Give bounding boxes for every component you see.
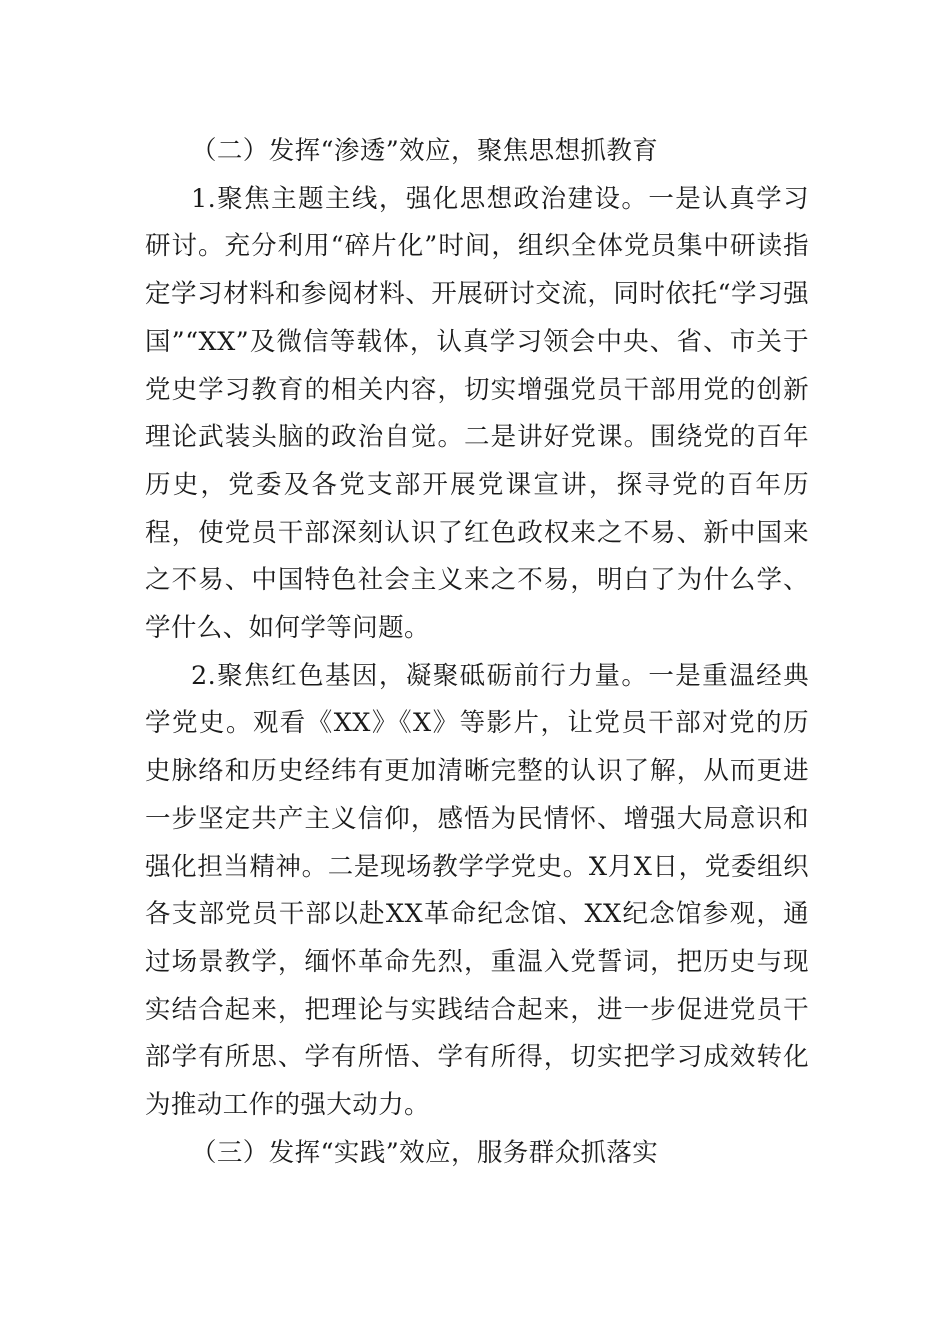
document-body	[145, 128, 809, 1177]
paragraph-thought-political-building: 1.聚焦主题主线，强化思想政治建设。一是认真学习研讨。充分利用“碎片化”时间，组织全体党员集中研读指定学习材料和参阅材料、开展研讨交流，同时依托“学习强国”“XX”及微信等载体，认真学习领会中央、省、市关于党史学习教育的相关内容，切实增强党员干部用党的创新理论武装头脑的政治自觉。二是讲好党课。围绕党的百年历史，党委及各党支部开展党课宣讲，探寻党的百年历程，使党员干部深刻认识了红色政权来之不易、新中国来之不易、中国特色社会主义来之不易，明白了为什么学、学什么、如何学等问题。	[145, 183, 809, 644]
paragraph-red-gene: 2.聚焦红色基因，凝聚砥砺前行力量。一是重温经典学党史。观看《XX》《X》等影片，让党员干部对党的历史脉络和历史经纬有更加清晰完整的认识了解，从而更进一步坚定共产主义信仰，感悟为民情怀、增强大局意识和强化担当精神。二是现场教学学党史。X月X日，党委组织各支部党员干部以赴XX革命纪念馆、XX纪念馆参观，通过场景教学，缅怀革命先烈，重温入党誓词，把历史与现实结合起来，把理论与实践结合起来，进一步促进党员干部学有所思、学有所悟、学有所得，切实把学习成效转化为推动工作的强大动力。	[145, 660, 809, 1121]
section-three-heading: （三）发挥“实践”效应，服务群众抓落实	[191, 1137, 659, 1168]
section-two-heading: （二）发挥“渗透”效应，聚焦思想抓教育	[191, 136, 659, 166]
